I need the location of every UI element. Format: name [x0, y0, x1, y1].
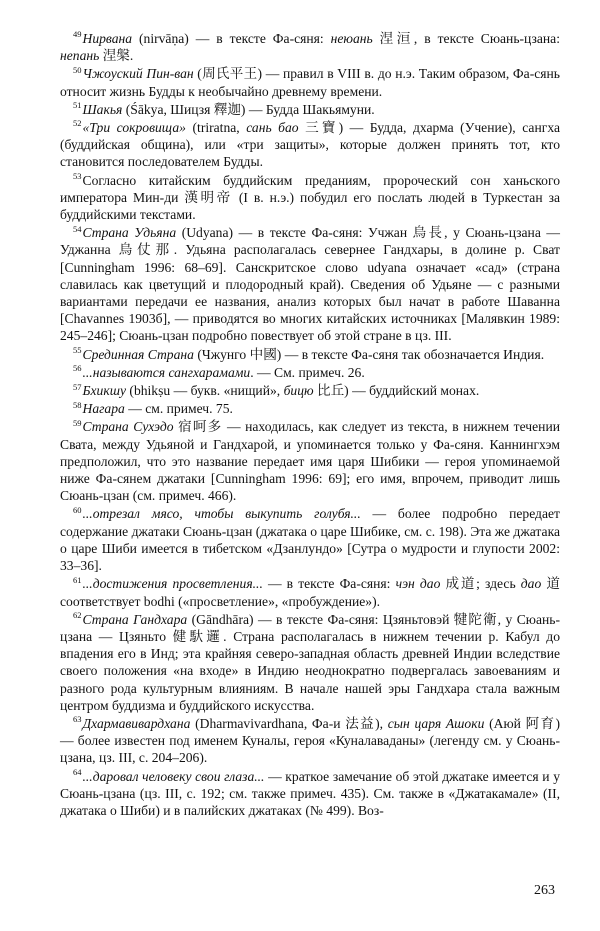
page-number: 263 — [534, 883, 555, 898]
endnote-term: ...достижения просветления... — [82, 576, 263, 592]
endnote-number: 64 — [73, 767, 82, 777]
endnote-58 — [60, 400, 560, 417]
endnote-49 — [60, 30, 560, 64]
endnote-53 — [60, 172, 560, 224]
endnote-text: (Gāndhāra) — в тексте Фа-сяня: Цзяньтовэй 犍陀衛, у Сюань-цзана — Цзяньто 健馱邏. Страна располагалась в нижнем течении р. Кабул до впадения его в Инд; эта крайняя северо-западная область древней Индии вследствие своего положения «на входе» в Индию неоднократно подвергалась завоеваниям и разного рода культурным влияниям. В начале нашей эры Гандхара стала важным центром буддизма и буддийского искусства. — [60, 611, 560, 713]
endnote-number: 51 — [73, 100, 82, 111]
endnote-number: 57 — [73, 381, 82, 392]
endnote-term: «Три сокровища» — [82, 120, 186, 136]
endnote-number: 50 — [73, 64, 82, 75]
endnote-62 — [60, 611, 560, 714]
endnote-term: дао — [520, 576, 542, 592]
endnote-number: 56 — [73, 363, 82, 374]
endnote-text: — в тексте Фа-сяня: — [262, 576, 396, 592]
endnote-number: 54 — [73, 223, 82, 234]
endnote-text: 涅洹, в тексте Сюань-цзана: — [372, 31, 560, 46]
endnote-number: 52 — [73, 118, 82, 129]
endnote-text: 比丘) — буддийский монах. — [313, 383, 480, 399]
endnote-text: (Чжунго 中國) — в тексте Фа-сяня так обозначается Индия. — [193, 346, 545, 362]
endnote-text: — см. примеч. 75. — [124, 401, 233, 417]
endnote-text: 道 соответствует bodhi («просветление», «пробуждение»). — [60, 576, 560, 609]
endnote-50 — [60, 65, 560, 99]
endnote-text: (Аюй 阿育) — более известен под именем Куналы, героя «Куналаваданы» (легенду см. у Сюань-цзана, цз. III, с. 204–206). — [60, 715, 560, 766]
endnote-text: (triratna, — [185, 120, 247, 136]
endnote-term: Нирвана — [82, 31, 133, 46]
endnote-60 — [60, 505, 560, 574]
endnote-63 — [60, 715, 560, 767]
endnote-term: Страна Гандхара — [82, 611, 188, 627]
endnote-57 — [60, 382, 560, 399]
endnote-52 — [60, 119, 560, 171]
endnote-56 — [60, 364, 560, 381]
endnote-term: Шакья — [82, 101, 123, 117]
endnote-term: неюань — [330, 31, 373, 46]
endnote-text: (周氏平王) — правил в VIII в. до н.э. Таким образом, Фа-сянь относит жизнь Будды к необычайно древнему времени. — [60, 66, 560, 99]
endnote-term: сань бао — [246, 120, 299, 136]
endnote-number: 49 — [73, 29, 82, 40]
endnote-term: Чжоуский Пин-ван — [82, 66, 194, 82]
endnote-term: Нагара — [82, 401, 125, 417]
endnote-number: 55 — [73, 345, 82, 356]
endnote-64 — [60, 768, 560, 820]
endnote-59 — [60, 418, 560, 504]
endnote-text: — краткое замечание об этой джатаке имеется и у Сюань-цзана (цз. III, с. 192; см. также примеч. 435). См. также в «Джатакамале» (II, джатака о Шиби) и в палийских джатаках (№ 499). Воз- — [60, 768, 560, 818]
endnote-term: Дхармавивардхана — [82, 715, 191, 731]
endnote-term: чэн дао — [395, 576, 441, 592]
endnote-number: 61 — [73, 574, 82, 585]
endnote-text: (Śākya, Шицзя 釋迦) — Будда Шакьямуни. — [122, 101, 375, 117]
endnote-number: 53 — [73, 171, 82, 182]
endnote-54 — [60, 224, 560, 344]
endnote-term: ...даровал человеку свои глаза... — [82, 768, 265, 784]
endnote-text: . — См. примеч. 26. — [250, 364, 365, 380]
endnote-number: 63 — [73, 714, 82, 725]
endnote-number: 62 — [73, 610, 82, 621]
endnote-text: (bhikṣu — букв. «нищий», — [126, 383, 284, 399]
endnote-text: 成道; здесь — [440, 576, 521, 592]
endnote-term: бицю — [283, 383, 314, 399]
endnote-term: Страна Удьяна — [82, 225, 177, 241]
endnote-text: 宿呵多 — находилась, как следует из текста, в нижнем течении Свата, между Удьяной и Гандхарой, и упоминается только у Фа-сяня. Каннингхэм предположил, что это название передает имя царя Шибики — героя упоминаемой ниже Фа-сянем джатаки [Cunningham 1996: 69]; его имя, впрочем, приводит лишь Сюань-цзан (см. примеч. 466). — [60, 419, 561, 504]
endnote-61 — [60, 575, 560, 609]
endnote-text: 涅槃. — [99, 48, 134, 64]
endnote-term: непань — [60, 48, 100, 64]
endnote-term: сын царя Ашоки — [387, 715, 485, 731]
endnote-term: ...отрезал мясо, чтобы выкупить голубя... — [82, 506, 361, 522]
endnote-text: — более подробно передает содержание джатаки Сюань-цзан (джатака о царе Шибике, см. с. 198). Эта же джатака о царе Шиби имеется в тибетском «Дзанлундо» [Сутра о мудрости и глупости 2002: 33–36]. — [60, 506, 560, 574]
endnote-term: ...называются сангхарамами — [82, 364, 251, 380]
endnote-number: 59 — [73, 417, 82, 428]
endnote-number: 58 — [73, 399, 82, 410]
endnote-55 — [60, 346, 560, 363]
endnote-term: Страна Сухэдо — [82, 419, 174, 435]
endnotes — [60, 30, 560, 819]
endnote-text: (Dharmavivardhana, Фа-и 法益), — [190, 715, 388, 731]
endnote-text: 三寶) — Будда, дхарма (Учение), сангха (буддийская община), или «три защиты», которые должен принять тот, кто становится последователем Будды. — [60, 120, 560, 170]
endnote-term: Срединная Страна — [82, 346, 194, 362]
endnote-term: Бхикшу — [82, 383, 127, 399]
endnote-text: (Udyana) — в тексте Фа-сяня: Учжан 烏長, у Сюань-цзана — Уджанна 烏仗那. Удьяна располагалась севернее Гандхары, в долине р. Сват [Cunningham 1996: 68–69]. Санскритское слово udyana означает «сад» (страна славилась как цветущий и плодородный край). Сведения об Удьяне — с разными вариантами передачи ее названия, анализ которых был начат в работе Шаванна [Chavannes 1903б], — приводятся во многих китайских источниках [Малявкин 1989: 245–246]; Сюань-цзан подробно повествует об этой стране в цз. III. — [60, 225, 560, 344]
endnote-text: Согласно китайским буддийским преданиям, пророческий сон ханьского императора Мин-ди 漢明帝 (I в. н.э.) побудил его послать людей в Туркестан за буддийскими текстами. — [60, 172, 560, 223]
endnote-number: 60 — [73, 504, 82, 515]
endnote-51 — [60, 101, 560, 118]
endnote-text: (nirvāṇa) — в тексте Фа-сяня: — [132, 31, 331, 46]
